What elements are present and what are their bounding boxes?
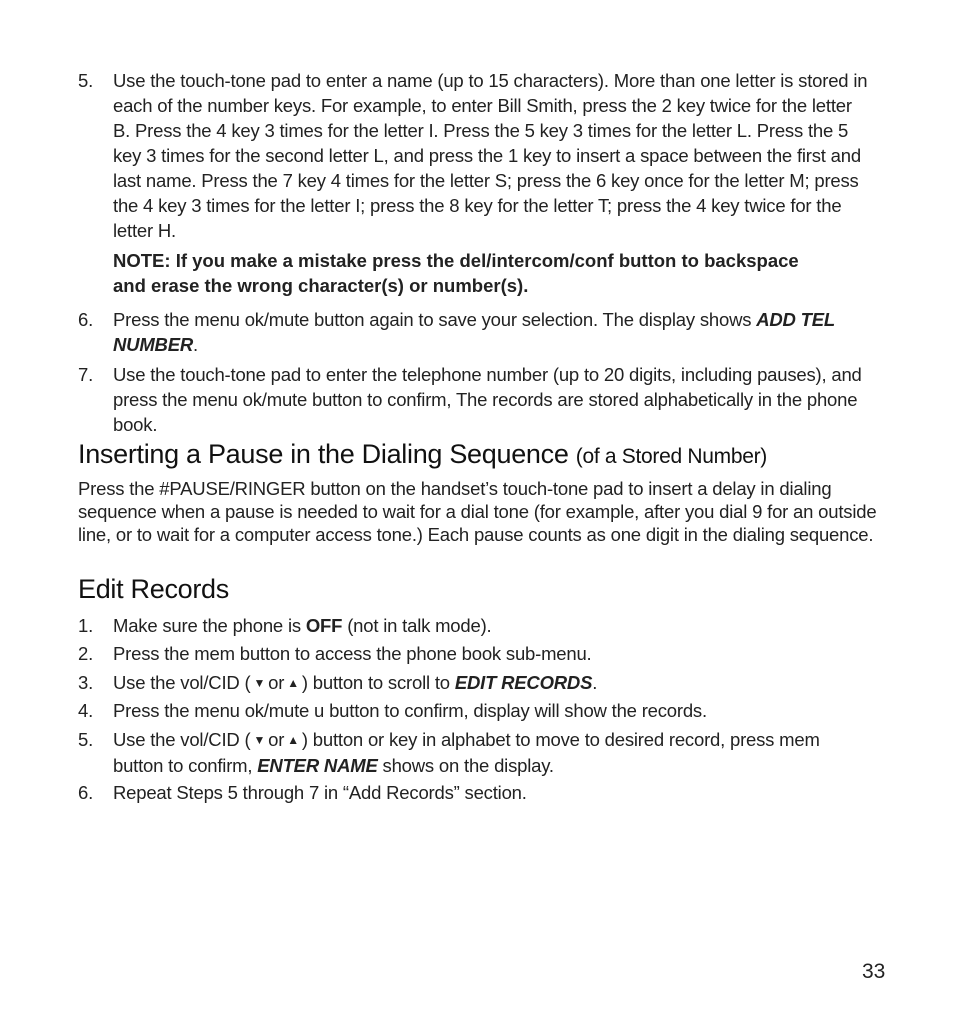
up-arrow-icon: ▲ [287,676,299,690]
off-label: OFF [305,615,343,636]
step-text: Use the touch-tone pad to enter the telephone number (up to 20 digits, including pauses), and press the menu ok/mute button to confirm, The records are stored alphabetically in the phone book. [113,364,862,435]
step-text: Press the menu ok/mute u button to confirm, display will show the records. [113,700,707,721]
step-text-part: or [268,672,285,693]
step-text: Use the touch-tone pad to enter a name (up to 15 characters). More than one letter is stored in each of the number keys. For example, to enter Bill Smith, press the 2 key twice for the letter B. Press the 4 key 3 times for the letter I. Press the 5 key 3 times for the letter L. Press the 5 key 3 times for the second letter L, and press the 1 key to insert a space between the first and last name. Press the 7 key 4 times for the letter S; press the 6 key once for the letter M; press the 4 key 3 times for the letter I; press the 8 key for the letter T; press the 4 key twice for the letter H. [113,70,868,241]
step-number: 4. [78,700,94,721]
edit-records-heading: Edit Records [78,574,229,604]
step-text-part: (not in talk mode). [342,615,492,636]
display-text: ENTER NAME [257,755,378,776]
step-text-part: shows on the display. [377,755,554,776]
step-text: Press the mem button to access the phone book sub-menu. [113,643,592,664]
step-text [113,613,873,638]
mistake-note: NOTE: If you make a mistake press the del/intercom/conf button to backspace and erase the wrong character(s) or number(s). [113,250,799,296]
step-text-part: ) button or key in alphabet to move to desired record, press mem button to confirm, [113,729,820,776]
heading-main: Inserting a Pause in the Dialing Sequence [78,439,576,469]
step-number: 1. [78,615,94,636]
up-arrow-icon: ▲ [287,733,299,747]
display-text: EDIT RECORDS [454,672,593,693]
step-number: 5. [78,70,94,91]
step-number: 2. [78,643,94,664]
down-arrow-icon: ▼ [253,733,266,747]
down-arrow-icon: ▼ [253,676,266,690]
step-text-part: or [268,729,285,750]
step-text [113,670,873,696]
step-number: 6. [78,782,94,803]
page-number: 33 [862,960,886,983]
step-text-part: Make sure the phone is [113,615,306,636]
step-text-part: ) button to scroll to [301,672,455,693]
step-number: 5. [78,729,94,750]
step-text: Repeat Steps 5 through 7 in “Add Records” section. [113,782,527,803]
pause-section-body: Press the #PAUSE/RINGER button on the handset’s touch-tone pad to insert a delay in dialing sequence when a pause is needed to wait for a dial tone (for example, after you dial 9 for an outside line, or to wait for a computer access tone.) Each pause counts as one digit in the dialing sequence. [78,478,877,545]
step-text-part: Press the menu ok/mute button again to save your selection. The display shows [113,309,757,330]
step-text-part: Use the vol/CID ( [113,729,251,750]
step-number: 3. [78,672,94,693]
step-text-part: . [592,672,598,693]
step-number: 7. [78,364,94,385]
step-text-part: . [193,334,198,355]
step-number: 6. [78,309,94,330]
step-text [113,307,873,357]
step-text-part: Use the vol/CID ( [113,672,251,693]
display-text: ADD TEL NUMBER [113,309,835,355]
step-text [113,727,873,778]
heading-sub: (of a Stored Number) [575,445,767,468]
pause-section-heading [78,439,767,470]
